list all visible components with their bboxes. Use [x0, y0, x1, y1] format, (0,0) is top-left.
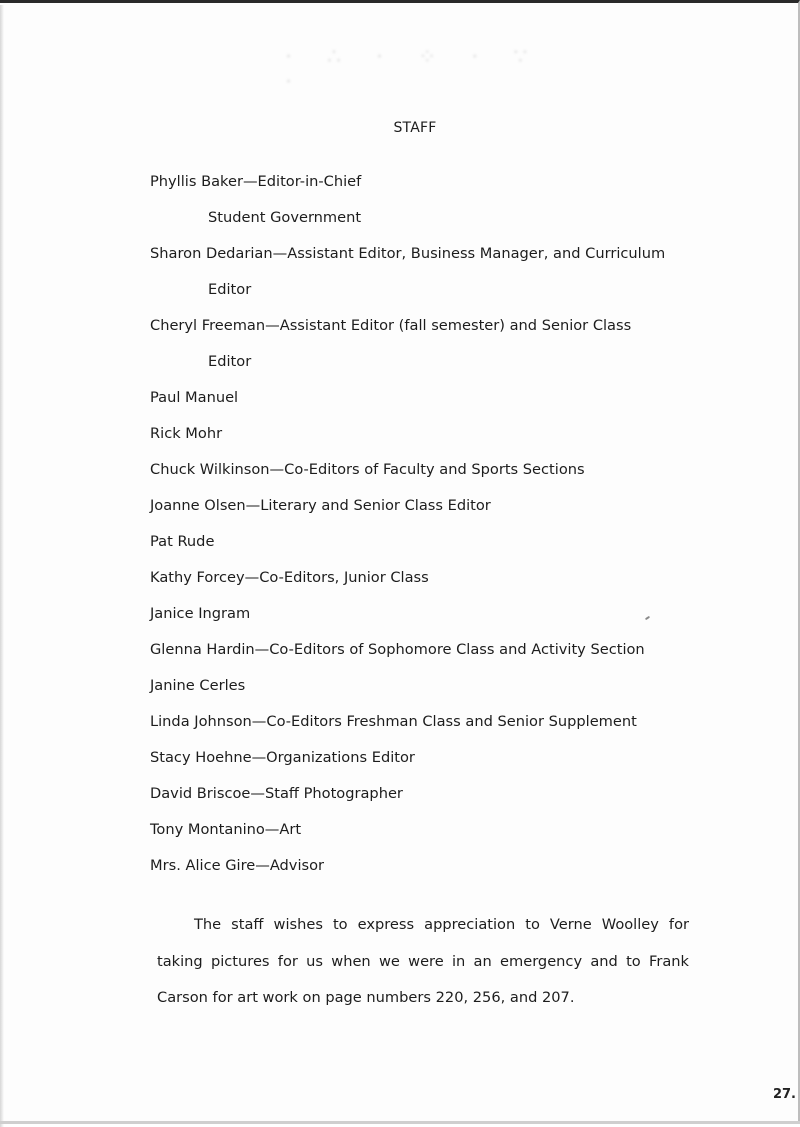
staff-entry-text: Joanne Olsen—Literary and Senior Class Editor [150, 497, 491, 514]
staff-list [150, 164, 686, 884]
staff-entry-text: Glenna Hardin—Co-Editors of Sophomore Class and Activity Section [150, 641, 645, 658]
staff-entry [150, 668, 686, 704]
acknowledgement-paragraph: The staff wishes to express appreciation to Verne Woolley for taking pictures for us when we were in an emergency and to Frank Carson for art work on page numbers 220, 256, and 207. [157, 916, 689, 1006]
staff-entry-text: Linda Johnson—Co-Editors Freshman Class and Senior Supplement [150, 713, 637, 730]
staff-entry-text: Sharon Dedarian—Assistant Editor, Business Manager, and Curriculum [150, 245, 666, 262]
staff-entry [150, 848, 686, 884]
staff-entry [150, 776, 686, 812]
staff-entry-continuation: Editor [208, 281, 252, 298]
staff-entry [150, 416, 686, 452]
staff-entry-text: Janine Cerles [150, 677, 246, 694]
staff-entry [150, 632, 686, 668]
staff-entry [150, 200, 686, 236]
staff-entry-text: Rick Mohr [150, 425, 223, 442]
staff-entry [150, 236, 686, 308]
staff-entry-text: Chuck Wilkinson—Co-Editors of Faculty and Sports Sections [150, 461, 585, 478]
staff-entry-text: Kathy Forcey—Co-Editors, Junior Class [150, 569, 429, 586]
staff-entry [150, 704, 686, 740]
staff-entry-text: Cheryl Freeman—Assistant Editor (fall semester) and Senior Class [150, 317, 632, 334]
staff-entry-text: David Briscoe—Staff Photographer [150, 785, 403, 802]
staff-entry [150, 308, 686, 380]
staff-entry-text: Mrs. Alice Gire—Advisor [150, 857, 325, 874]
staff-entry-text: Stacy Hoehne—Organizations Editor [150, 749, 415, 766]
staff-entry-text: Pat Rude [150, 533, 215, 550]
page-left-shadow [0, 5, 4, 1127]
staff-entry [150, 596, 686, 632]
staff-entry [150, 380, 686, 416]
page-number: 27. [772, 1087, 796, 1102]
staff-entry [150, 452, 686, 488]
staff-entry [150, 812, 686, 848]
staff-entry-text: Janice Ingram [150, 605, 251, 622]
staff-entry [150, 524, 686, 560]
page-title: STAFF [393, 120, 437, 136]
staff-entry-continuation: Editor [208, 353, 252, 370]
staff-entry [150, 488, 686, 524]
staff-entry-text: Paul Manuel [150, 389, 239, 406]
staff-entry-text: Phyllis Baker—Editor-in-Chief [150, 173, 362, 190]
staff-entry [150, 164, 686, 200]
staff-entry [150, 740, 686, 776]
staff-entry-text: Student Government [208, 209, 362, 226]
staff-entry [150, 560, 686, 596]
staff-entry-text: Tony Montanino—Art [150, 821, 302, 838]
show-through-bleed: · ∴ · ⁘ · ∵ · [285, 45, 542, 95]
